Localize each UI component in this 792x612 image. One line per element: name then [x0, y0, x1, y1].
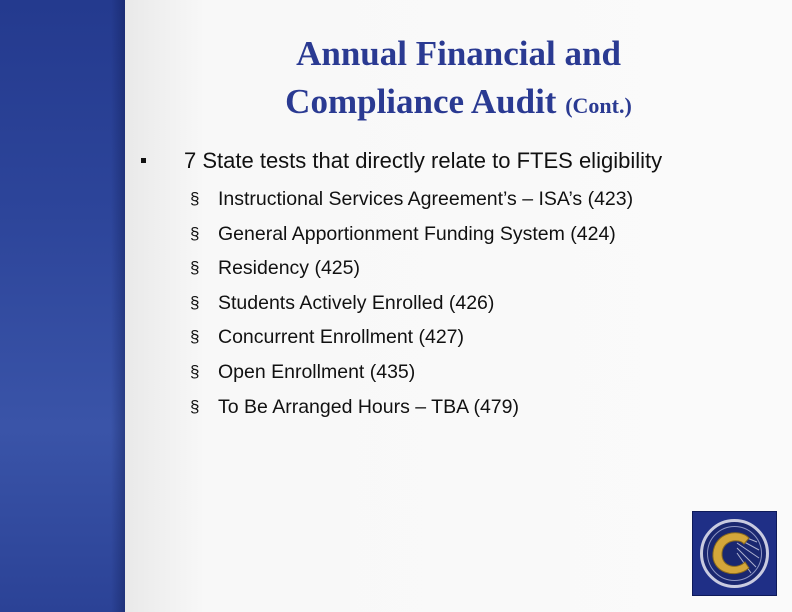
slide-title — [125, 30, 792, 130]
sub-bullet-text: To Be Arranged Hours – TBA (479) — [218, 395, 519, 418]
square-bullet-icon — [141, 158, 146, 163]
sub-bullet-text: Concurrent Enrollment (427) — [218, 326, 465, 349]
sub-bullet-text: Students Actively Enrolled (426) — [218, 291, 495, 314]
title-line-2 — [125, 78, 792, 130]
title-line-2-text: Compliance Audit — [285, 82, 557, 121]
sub-bullet-text: Instructional Services Agreement’s – ISA’s (423) — [218, 188, 634, 210]
section-bullet-icon: § — [190, 327, 200, 347]
college-seal-logo-icon — [692, 511, 777, 596]
section-bullet-icon: § — [190, 223, 200, 243]
section-bullet-icon: § — [190, 189, 200, 208]
main-bullet-text: 7 State tests that directly relate to FTES eligibility — [184, 148, 663, 173]
title-suffix: (Cont.) — [565, 93, 632, 118]
section-bullet-icon: § — [190, 292, 200, 312]
title-line-1: Annual Financial and — [296, 34, 621, 73]
section-bullet-icon: § — [190, 396, 200, 416]
section-bullet-icon: § — [190, 258, 200, 278]
sub-bullet-text: Open Enrollment (435) — [218, 360, 416, 383]
left-sidebar-band — [0, 0, 125, 612]
sub-bullet-text: General Apportionment Funding System (424) — [218, 222, 616, 245]
sub-bullet-text: Residency (425) — [218, 257, 360, 280]
section-bullet-icon: § — [190, 361, 200, 381]
